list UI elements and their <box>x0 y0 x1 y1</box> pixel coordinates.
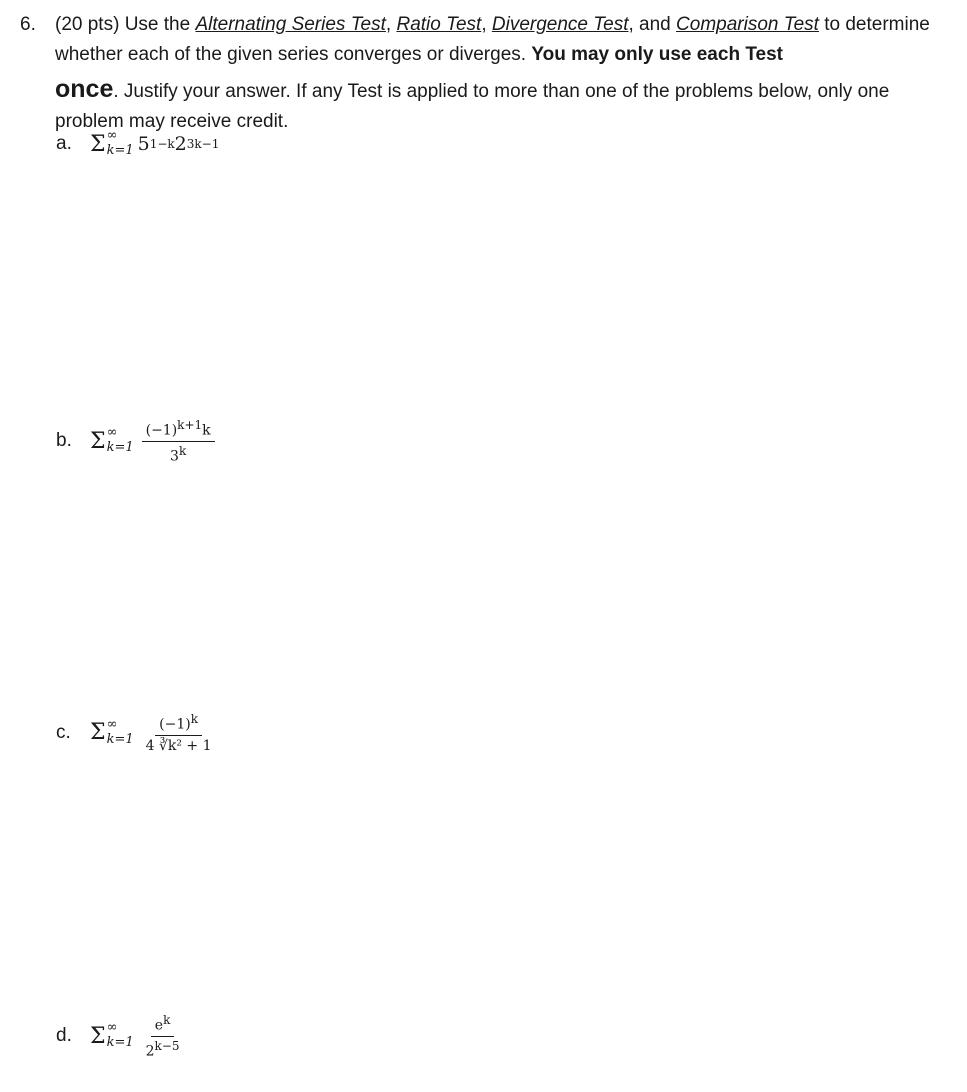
points-text: (20 pts) Use the <box>55 14 191 35</box>
sigma-symbol: Σ <box>90 1023 106 1049</box>
numerator: $(-1)^{k+1}k$ <box>142 418 215 442</box>
lower-limit: k=1 <box>106 1035 134 1051</box>
test-divergence: Divergence Test <box>491 14 629 35</box>
test-ratio: Ratio Test <box>396 14 482 35</box>
upper-limit: ∞ <box>106 1020 118 1036</box>
separator-3: , and <box>628 14 677 35</box>
term-exp-1: 1−k <box>149 137 175 151</box>
lower-limit: k=1 <box>106 731 134 747</box>
fraction <box>142 712 216 754</box>
upper-limit: ∞ <box>106 128 118 143</box>
fraction <box>142 418 215 464</box>
question-6 <box>20 10 950 137</box>
term-exp-2: 3k−1 <box>186 137 220 151</box>
once-word: once <box>55 75 114 103</box>
sigma-symbol: Σ <box>90 428 106 454</box>
problem-b <box>56 418 215 464</box>
question-number: 6. <box>20 14 36 35</box>
lower-limit: k=1 <box>106 143 134 158</box>
series-a <box>90 128 220 158</box>
denominator: 4 ∛k² + 1 <box>145 737 212 754</box>
problem-label: a. <box>56 133 72 154</box>
series-c <box>90 712 216 754</box>
rest-text: . Justify your answer. If any Test is applied to more than one of the problems below, only one problem may receive credit. <box>55 81 890 132</box>
sigma-symbol: Σ <box>90 720 106 746</box>
question-text <box>55 10 950 137</box>
after-tests: to <box>818 14 841 35</box>
numerator: $e^k$ <box>151 1013 175 1037</box>
upper-limit: ∞ <box>106 716 118 732</box>
fraction <box>142 1013 184 1059</box>
problem-a <box>56 128 220 158</box>
separator-1: , <box>385 14 397 35</box>
separator-2: , <box>481 14 492 35</box>
term-base-1: 5 <box>137 133 150 155</box>
test-alternating-series: Alternating Series Test <box>195 14 386 35</box>
numerator: $(-1)^k$ <box>155 712 202 736</box>
problem-label: b. <box>56 430 72 452</box>
test-comparison: Comparison Test <box>676 14 819 35</box>
series-d <box>90 1013 184 1059</box>
denominator: $2^{k-5}$ <box>145 1038 180 1060</box>
problem-d <box>56 1013 184 1059</box>
series-b <box>90 418 215 464</box>
instruction-line: determine whether each of the given series converges or diverges. <box>55 14 930 65</box>
problem-label: d. <box>56 1025 72 1047</box>
denominator: 3$^k$ <box>170 443 187 465</box>
problem-label: c. <box>56 721 71 743</box>
problem-c <box>56 712 216 754</box>
sigma-symbol: Σ <box>90 131 106 157</box>
term-base-2: 2 <box>174 133 187 155</box>
upper-limit: ∞ <box>106 425 118 441</box>
rule-text: You may only use each Test <box>531 44 783 65</box>
lower-limit: k=1 <box>106 440 134 456</box>
